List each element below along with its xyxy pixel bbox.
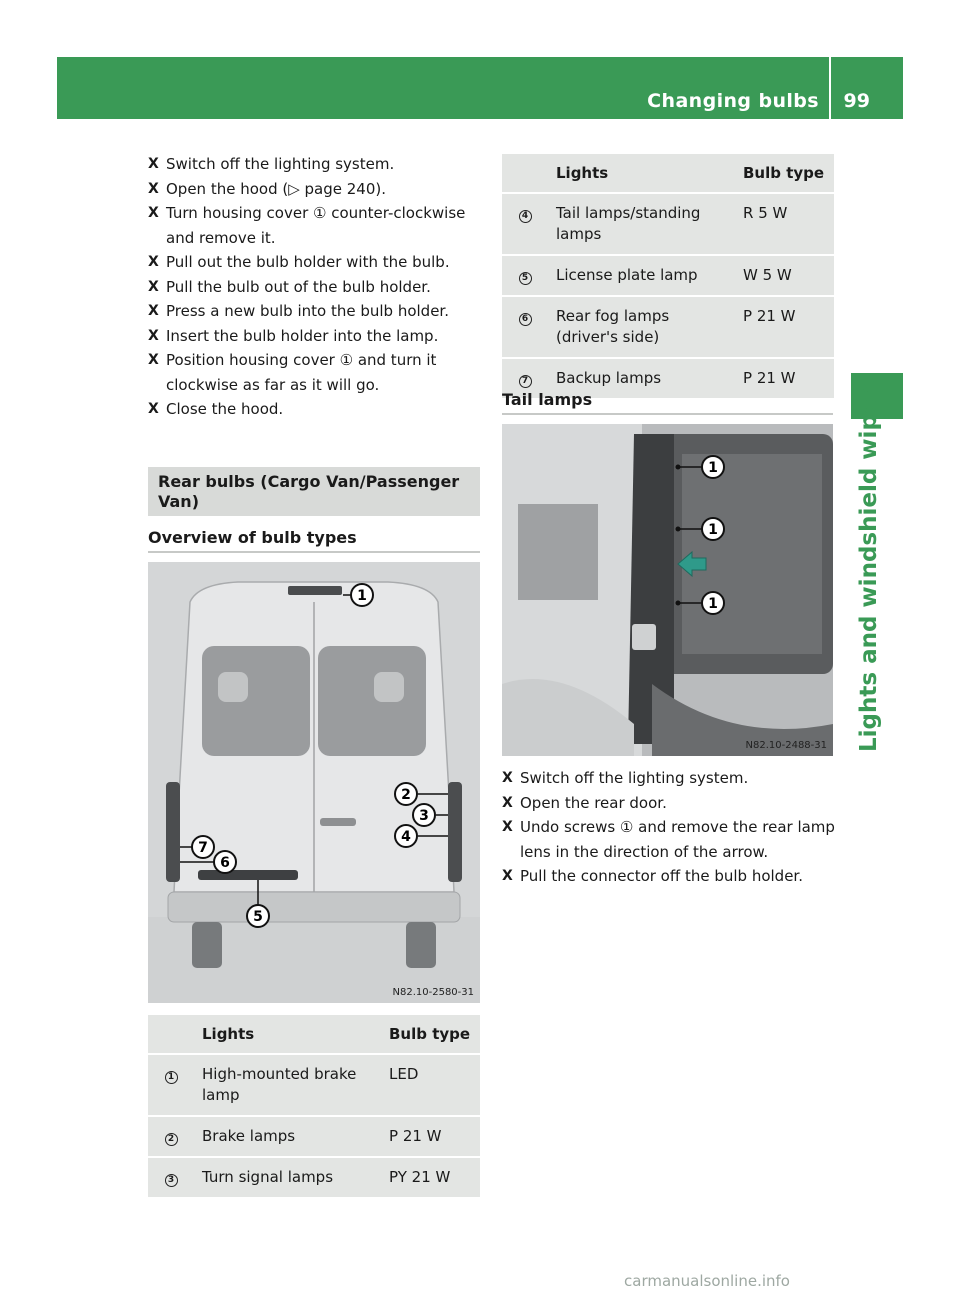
row-bulb-type [381,1158,480,1197]
van-callout-3 [413,804,435,826]
table-header-bulb: Bulb type [381,1015,480,1053]
row-bulb-type [735,194,834,254]
tail-lamps-heading: Tail lamps [502,390,833,415]
tail-callout-1a [702,456,724,478]
step-text: Close the hood. [166,400,284,418]
svg-text:5: 5 [253,909,263,925]
bulb-table-left-body [148,1055,480,1197]
table-row [502,194,834,254]
step-item [502,864,836,889]
tail-lamp-illustration [502,424,833,756]
svg-text:7: 7 [198,840,208,856]
row-bulb-type-text: W 5 W [743,266,792,284]
step-marker-icon: X [148,254,159,270]
row-light-text: License plate lamp [556,266,698,284]
step-marker-icon: X [148,401,159,417]
step-item [502,791,836,816]
table-header-row [148,1015,480,1053]
step-item [148,348,480,397]
row-light-text: Rear fog lamps (driver's side) [556,307,670,346]
step-marker-icon: X [148,352,159,368]
row-bulb-type-text: P 21 W [389,1127,442,1145]
step-marker-icon: X [148,180,159,197]
step-text: Insert the bulb holder into the lamp. [166,326,439,345]
row-light-text: Tail lamps/standing lamps [556,204,701,243]
row-number-badge: 2 [165,1133,178,1146]
row-bulb-type-text: P 21 W [743,369,796,387]
row-bulb-type-text: LED [389,1065,419,1083]
step-item [148,152,480,177]
step-item [148,177,480,202]
row-light-text: Brake lamps [202,1127,296,1145]
row-light [194,1158,381,1197]
step-text: Position housing cover ① and turn it clockwise as far as it will go. [166,351,437,394]
step-item [148,397,480,422]
table-row [148,1117,480,1156]
table-header-lights: Lights [548,154,735,192]
step-marker-icon: X [502,868,513,884]
table-header-lights: Lights [194,1015,381,1053]
step-marker-icon: X [148,205,159,221]
row-bulb-type [735,256,834,295]
row-bulb-type [381,1055,480,1115]
step-text: Pull out the bulb holder with the bulb. [166,253,450,271]
svg-text:1: 1 [708,522,718,538]
step-text: Open the rear door. [520,793,667,812]
step-item [148,275,480,300]
step-text: Pull the connector off the bulb holder. [520,867,803,885]
bulb-table-right-body [502,194,834,398]
row-number [502,297,548,357]
row-bulb-type-text: R 5 W [743,204,788,222]
row-number-badge: 7 [519,375,532,388]
van-rear-figure [148,562,480,1003]
tail-lamp-figure [502,424,833,756]
step-item [502,815,836,864]
step-marker-icon: X [148,278,159,295]
table-header-number [148,1015,194,1053]
svg-text:2: 2 [401,787,411,803]
row-number [148,1158,194,1197]
row-number [148,1117,194,1156]
row-light [548,297,735,357]
row-number-badge: 6 [519,313,532,326]
step-item [502,766,836,791]
van-callout-5 [247,905,269,927]
row-light-text: Backup lamps [556,369,662,387]
section-heading: Rear bulbs (Cargo Van/Passenger Van) [148,467,480,516]
svg-text:1: 1 [357,588,367,604]
step-marker-icon: X [502,794,513,811]
step-text: Pull the bulb out of the bulb holder. [166,277,431,296]
row-number-badge: 5 [519,272,532,285]
table-header-row [502,154,834,192]
header-divider [829,57,831,119]
table-header-number [502,154,548,192]
row-light [194,1055,381,1115]
row-number-badge: 1 [165,1071,178,1084]
table-row [502,256,834,295]
table-row [148,1055,480,1115]
step-text: Switch off the lighting system. [166,155,395,173]
overview-heading: Overview of bulb types [148,528,480,553]
row-light-text: Turn signal lamps [202,1168,334,1186]
row-bulb-type [735,297,834,357]
row-bulb-type-text: P 21 W [743,307,796,325]
svg-text:4: 4 [401,829,411,845]
step-marker-icon: X [148,327,159,344]
step-text: Undo screws ① and remove the rear lamp lens in the direction of the arrow. [520,818,835,861]
row-number [148,1055,194,1115]
bulb-table-right [502,152,834,400]
chapter-title: Changing bulbs [647,90,819,112]
svg-text:3: 3 [419,808,429,824]
step-text: Open the hood (▷ page 240). [166,179,387,198]
watermark: carmanualsonline.info [624,1272,790,1290]
left-step-list [148,152,480,422]
table-row [148,1158,480,1197]
van-callout-7 [192,836,214,858]
van-figure-code: N82.10-2580-31 [392,987,474,998]
table-row [502,297,834,357]
svg-text:6: 6 [220,855,230,871]
step-marker-icon: X [148,303,159,319]
step-marker-icon: X [502,770,513,786]
step-marker-icon: X [502,819,513,835]
step-text: Switch off the lighting system. [520,769,749,787]
bulb-table-left [148,1013,480,1199]
van-callout-1 [351,584,373,606]
page-number: 99 [843,90,870,112]
row-bulb-type [381,1117,480,1156]
step-item [148,299,480,324]
van-callout-2 [395,783,417,805]
row-bulb-type-text: PY 21 W [389,1168,451,1186]
right-step-list [502,766,836,889]
step-item [148,201,480,250]
row-light [194,1117,381,1156]
step-item [148,250,480,275]
step-text: Turn housing cover ① counter-clockwise and remove it. [166,204,466,247]
van-callout-6 [214,851,236,873]
tail-callout-1c [702,592,724,614]
row-light-text: High-mounted brake lamp [202,1065,357,1104]
row-number [502,256,548,295]
step-text: Press a new bulb into the bulb holder. [166,302,449,320]
row-number [502,194,548,254]
row-number-badge: 3 [165,1174,178,1187]
svg-text:1: 1 [708,596,718,612]
side-section-label: Lights and windshield wipers [856,373,882,752]
row-light [548,256,735,295]
tail-figure-code: N82.10-2488-31 [745,740,827,751]
step-item [148,324,480,349]
row-number-badge: 4 [519,210,532,223]
tail-callout-1b [702,518,724,540]
page-header [57,57,903,119]
svg-text:1: 1 [708,460,718,476]
step-marker-icon: X [148,156,159,172]
table-header-bulb: Bulb type [735,154,834,192]
van-rear-illustration [148,562,480,1003]
van-callout-4 [395,825,417,847]
row-light [548,194,735,254]
